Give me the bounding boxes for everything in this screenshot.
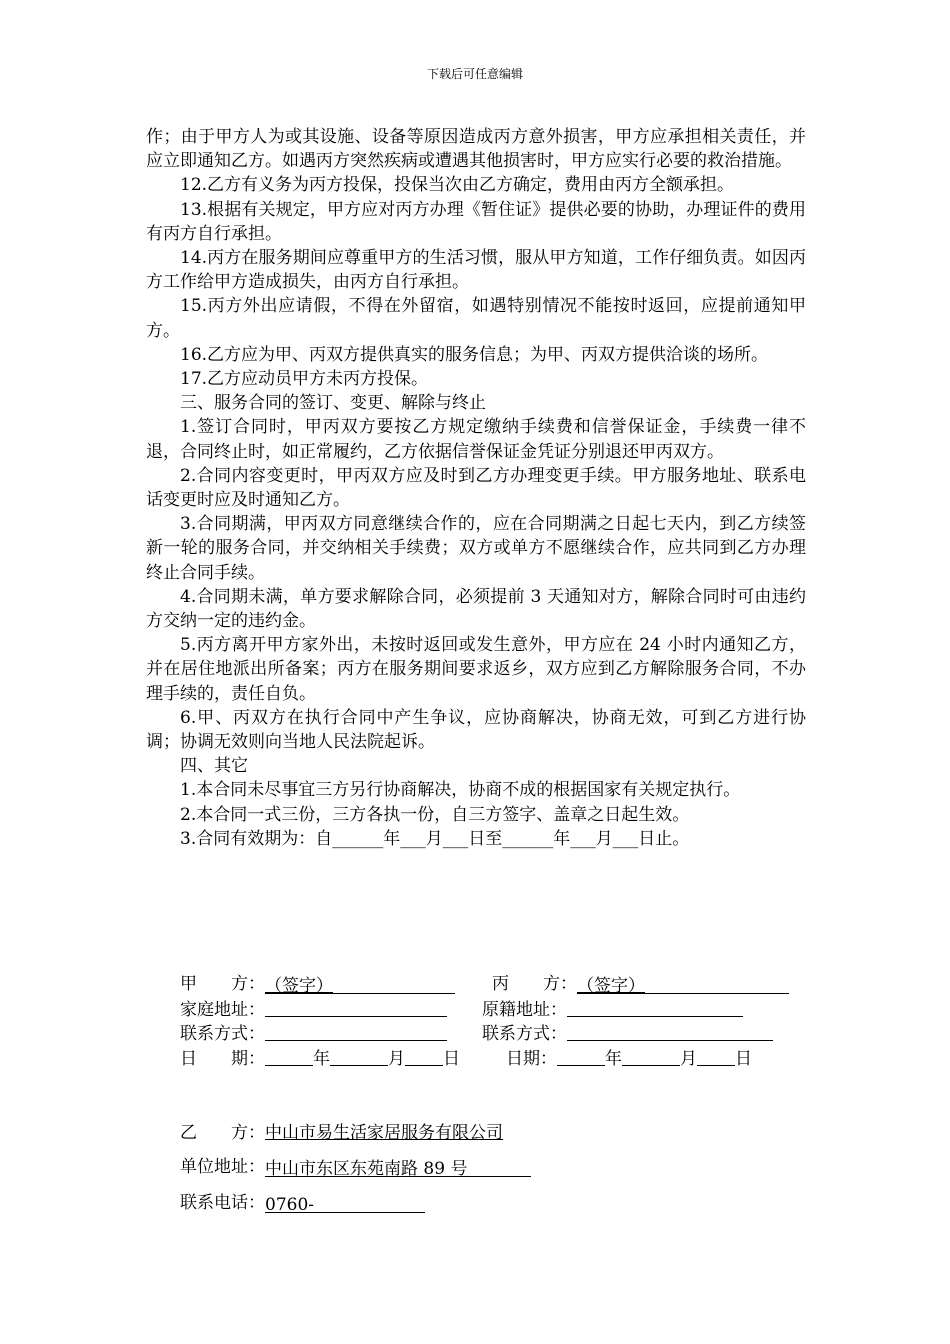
party-a-contact-row — [180, 1021, 447, 1046]
party-b-address-label: 单位地址： — [180, 1157, 265, 1177]
party-c-address-field[interactable] — [567, 997, 743, 1017]
party-c-month-unit: 月 — [680, 1049, 697, 1069]
paragraph: 14.丙方在服务期间应尊重甲方的生活习惯，服从甲方知道，工作仔细负责。如因丙方工作给甲方造成损失，由丙方自行承担。 — [146, 248, 806, 293]
party-a-year-unit: 年 — [313, 1049, 330, 1069]
paragraph: 1.本合同未尽事宜三方另行协商解决，协商不成的根据国家有关规定执行。 — [180, 780, 741, 801]
party-c-year-unit: 年 — [605, 1049, 622, 1069]
paragraph: 13.根据有关规定，甲方应对丙方办理《暂住证》提供必要的协助，办理证件的费用有丙方自行承担。 — [146, 199, 806, 244]
party-b-row — [180, 1121, 503, 1145]
paragraph: 1.签订合同时，甲丙双方要按乙方规定缴纳手续费和信誉保证金，手续费一律不退，合同终止时，如正常履约，乙方依据信誉保证金凭证分别退还甲丙双方。 — [146, 417, 806, 462]
party-a-day-field[interactable] — [405, 1046, 443, 1066]
paragraph: 3.合同期满，甲丙双方同意继续合作的，应在合同期满之日起七天内，到乙方续签新一轮的服务合同，并交纳相关手续费；双方或单方不愿继续合作，应共同到乙方办理终止合同手续。 — [146, 514, 806, 583]
party-a-contact-field[interactable] — [265, 1021, 447, 1041]
contract-body — [146, 125, 806, 851]
party-a-signature-field[interactable] — [265, 974, 455, 994]
paragraph: 12.乙方有义务为丙方投保，投保当次由乙方确定，费用由丙方全额承担。 — [180, 175, 735, 196]
party-c-contact-label: 联系方式： — [482, 1024, 567, 1044]
party-b-phone-label: 联系电话： — [180, 1193, 265, 1213]
paragraph: 6.甲、丙双方在执行合同中产生争议，应协商解决，协商无效，可到乙方进行协调；协调无效则向当地人民法院起诉。 — [146, 707, 806, 753]
paragraph: 15.丙方外出应请假，不得在外留宿，如遇特别情况不能按时返回，应提前通知甲方。 — [146, 296, 806, 341]
party-a-year-field[interactable] — [265, 1046, 313, 1066]
party-c-sign-hint: （签字） — [577, 976, 645, 996]
party-b-label: 乙 方： — [180, 1123, 265, 1143]
party-a-day-unit: 日 — [443, 1049, 460, 1069]
party-c-month-field[interactable] — [622, 1046, 680, 1066]
paragraph: 4.合同期未满，单方要求解除合同，必须提前 3 天通知对方，解除合同时可由违约方交纳一定的违约金。 — [146, 586, 806, 632]
party-c-row — [492, 972, 789, 996]
paragraph: 2.本合同一式三份，三方各执一份，自三方签字、盖章之日起生效。 — [180, 804, 690, 825]
party-c-day-unit: 日 — [735, 1049, 752, 1069]
party-a-date-label: 日 期： — [180, 1049, 265, 1069]
party-b-address-row — [180, 1155, 531, 1179]
paragraph: 5.丙方离开甲方家外出，未按时返回或发生意外，甲方应在 24 小时内通知乙方，并在居住地派出所备案；丙方在服务期间要求返乡，双方应到乙方解除服务合同，不办理手续的，责任自负。 — [146, 635, 806, 704]
party-b-phone-field — [265, 1193, 425, 1213]
party-b-address-value: 中山市东区东苑南路 89 号 — [265, 1159, 468, 1179]
paragraph: 16.乙方应为甲、丙双方提供真实的服务信息；为甲、丙双方提供洽谈的场所。 — [180, 344, 769, 365]
party-c-year-field[interactable] — [557, 1046, 605, 1066]
paragraph: 作；由于甲方人为或其设施、设备等原因造成丙方意外损害，甲方应承担相关责任，并应立即通知乙方。如遇丙方突然疾病或遭遇其他损害时，甲方应实行必要的救治措施。 — [146, 127, 806, 172]
party-a-address-label: 家庭地址： — [180, 1000, 265, 1020]
party-c-address-row — [482, 997, 743, 1022]
party-a-sign-hint: （签字） — [265, 976, 333, 996]
party-a-address-row — [180, 997, 447, 1022]
party-a-month-unit: 月 — [388, 1049, 405, 1069]
party-c-contact-field[interactable] — [567, 1021, 773, 1041]
party-a-date-row — [180, 1046, 460, 1071]
party-a-address-field[interactable] — [265, 997, 447, 1017]
party-b-phone-row — [180, 1191, 425, 1215]
party-c-address-label: 原籍地址： — [482, 1000, 567, 1020]
paragraph: 17.乙方应动员甲方未丙方投保。 — [180, 369, 429, 390]
party-b-address-field — [265, 1157, 531, 1177]
party-a-row — [180, 972, 455, 996]
party-a-contact-label: 联系方式： — [180, 1024, 265, 1044]
party-c-signature-field[interactable] — [577, 974, 789, 994]
party-a-label: 甲 方： — [180, 974, 265, 994]
party-c-date-label: 日期： — [506, 1049, 557, 1069]
party-c-day-field[interactable] — [697, 1046, 735, 1066]
paragraph: 2.合同内容变更时，甲丙双方应及时到乙方办理变更手续。甲方服务地址、联系电话变更时应及时通知乙方。 — [146, 465, 806, 511]
party-c-date-row — [506, 1046, 752, 1071]
party-c-label: 丙 方： — [492, 974, 577, 994]
party-a-month-field[interactable] — [330, 1046, 388, 1066]
page-header-note: 下载后可任意编辑 — [426, 67, 523, 81]
section-heading: 四、其它 — [180, 756, 248, 777]
party-c-contact-row — [482, 1021, 773, 1046]
party-b-company-name: 中山市易生活家居服务有限公司 — [265, 1123, 503, 1143]
section-heading: 三、服务合同的签订、变更、解除与终止 — [180, 393, 486, 414]
party-b-phone-value: 0760- — [265, 1195, 315, 1215]
paragraph: 3.合同有效期为：自______年___月___日至______年___月___日止。 — [180, 828, 690, 849]
